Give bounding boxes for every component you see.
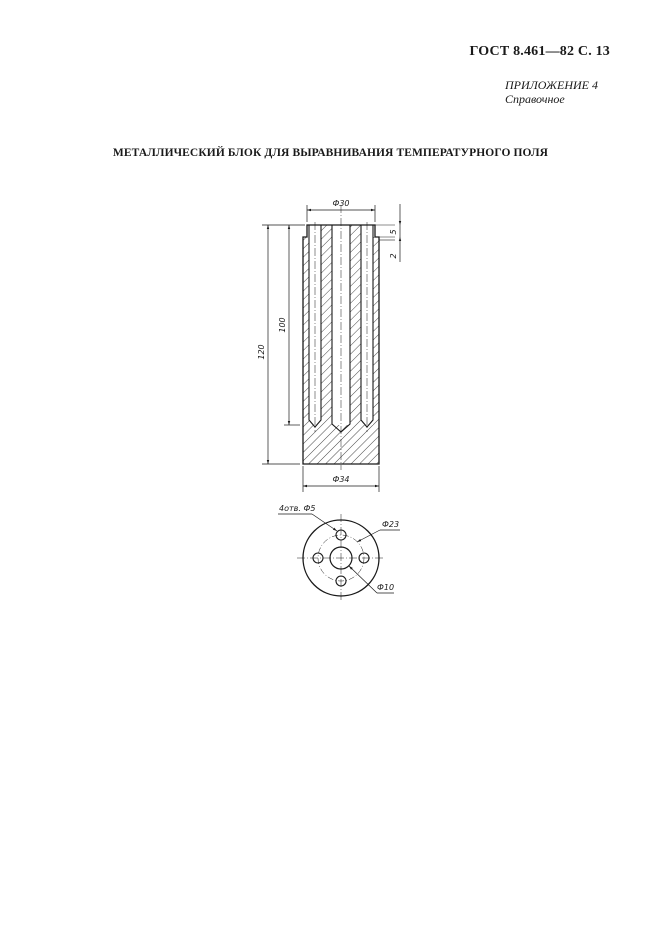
label-total-height: 120 [257,344,266,360]
dim-total-height [262,225,305,464]
label-top-diameter: Ф30 [332,199,350,208]
page-header: ГОСТ 8.461—82 С. 13 [469,44,610,59]
document-title: МЕТАЛЛИЧЕСКИЙ БЛОК ДЛЯ ВЫРАВНИВАНИЯ ТЕМПЕРАТУРНОГО ПОЛЯ [112,147,549,159]
appendix-title: ПРИЛОЖЕНИЕ 4 [505,78,598,92]
section-view [262,204,400,492]
appendix-kind: Справочное [505,92,565,106]
label-holes: 4отв. Ф5 [279,504,316,513]
label-bolt-circle: Ф23 [382,520,400,529]
label-hole-depth: 100 [278,317,287,333]
leader-bolt-circle [357,530,400,542]
label-top-step: 5 [389,229,398,235]
label-wall-step: 2 [389,253,398,259]
label-bottom-diameter: Ф34 [332,475,350,484]
label-center-hole: Ф10 [377,583,395,592]
